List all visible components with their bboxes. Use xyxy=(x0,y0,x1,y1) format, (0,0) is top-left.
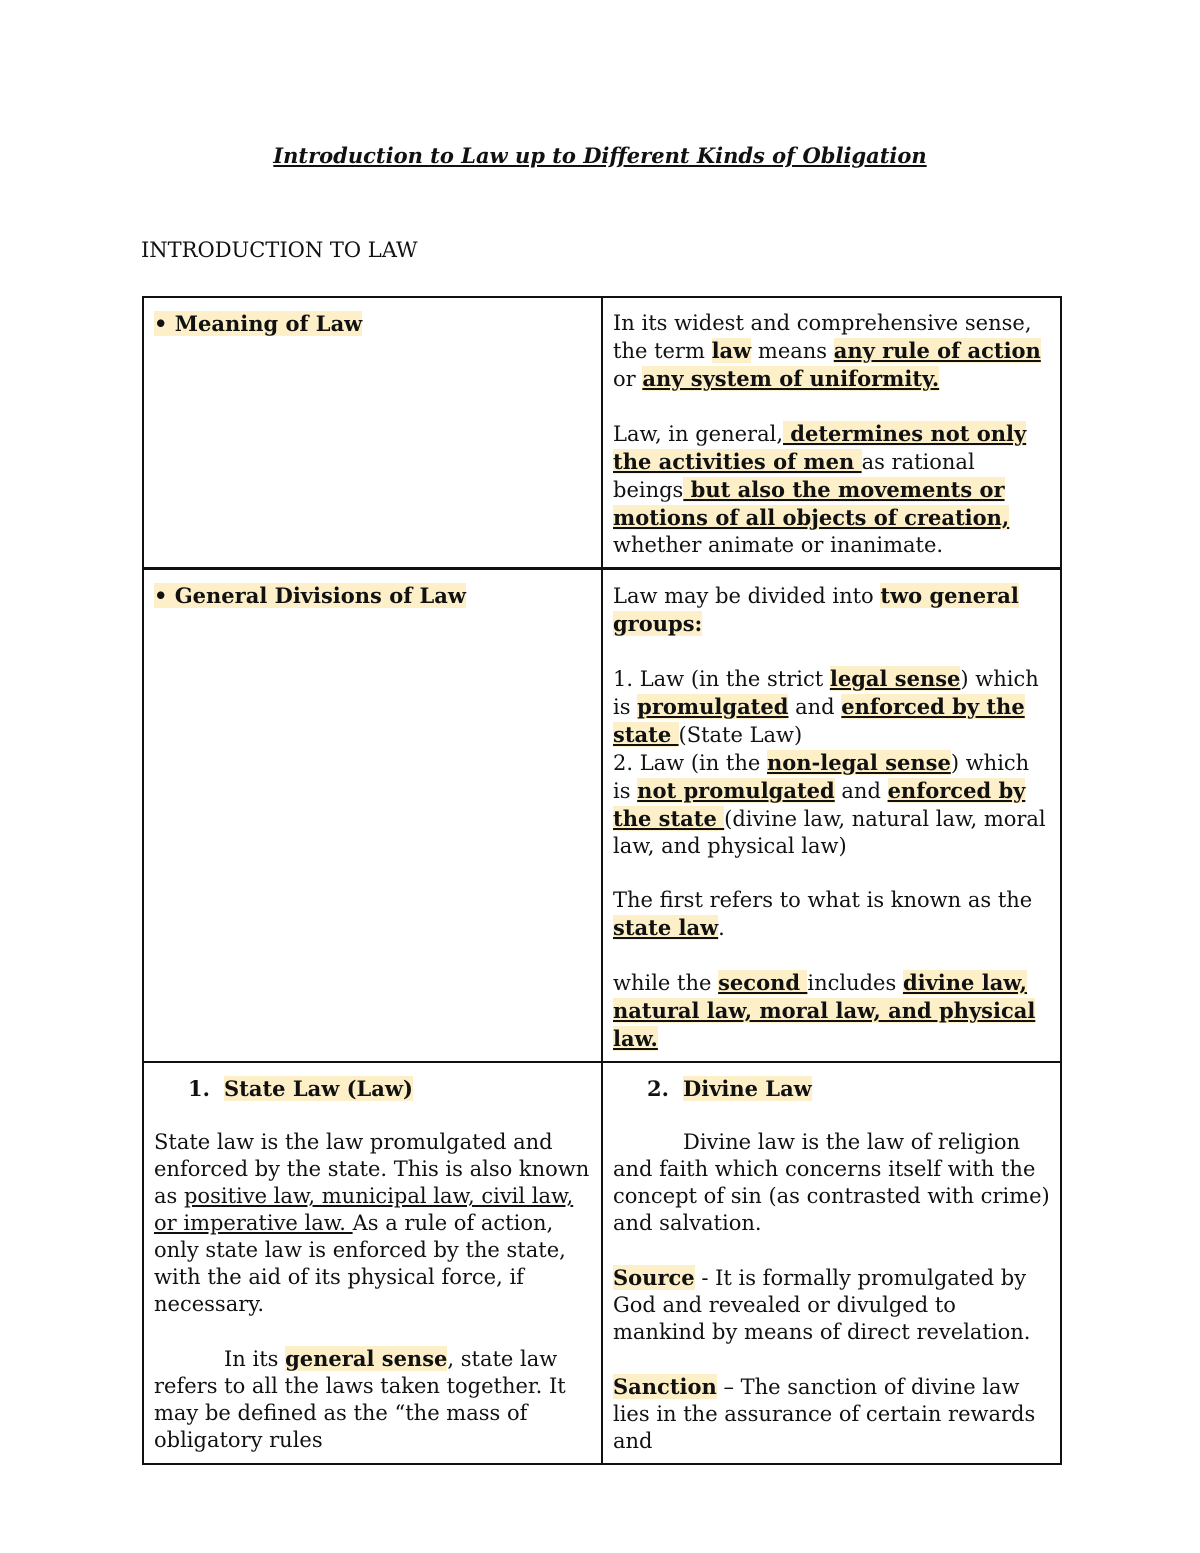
state-law-number: 1. xyxy=(188,1076,210,1101)
divisions-content-cell xyxy=(602,569,1061,1062)
text: (divine law, natural law, moral law, and physical law) xyxy=(613,807,1046,858)
text: 1. Law (in the strict xyxy=(613,667,830,691)
state-law-paragraph-2 xyxy=(154,1345,591,1454)
text: and xyxy=(788,695,842,719)
text: , state law refers to all the laws taken together. It may be defined as the “the mass of obligatory rules xyxy=(154,1347,566,1452)
divine-law-source xyxy=(613,1264,1050,1346)
first-refers xyxy=(613,887,1050,942)
text: State law is the law promulgated and enforced by the state. This is also known as xyxy=(154,1130,590,1208)
meaning-content-cell xyxy=(602,297,1061,568)
document-title: Introduction to Law up to Different Kinds of Obligation xyxy=(273,143,927,168)
divine-law-title: Divine Law xyxy=(683,1076,812,1101)
text: includes xyxy=(807,971,903,995)
text: and xyxy=(834,779,888,803)
text: ) which is xyxy=(613,667,1039,719)
meaning-paragraph-1 xyxy=(613,310,1050,393)
text: The first refers to what is known as the xyxy=(613,888,1033,912)
second-term: second xyxy=(718,970,808,995)
two-general-groups: two general groups: xyxy=(613,583,1019,636)
divisions-label-cell xyxy=(143,569,602,1062)
text: As a rule of action, only state law is enforced by the state, with the aid of its physical force, if necessary. xyxy=(154,1211,566,1316)
general-sense: general sense xyxy=(285,1346,448,1371)
division-item-2 xyxy=(613,749,1050,860)
divine-law-sanction xyxy=(613,1373,1050,1455)
non-legal-sense: non-legal sense xyxy=(767,750,951,775)
state-law-title: State Law (Law) xyxy=(224,1076,413,1101)
text: means xyxy=(751,339,834,363)
text: In its widest and comprehensive sense, the term xyxy=(613,311,1032,363)
second-includes xyxy=(613,969,1050,1053)
meaning-paragraph-2 xyxy=(613,420,1050,559)
enforced-by-state-2: enforced by the state xyxy=(613,778,1026,831)
division-item-1 xyxy=(613,665,1050,749)
text: 2. Law (in the xyxy=(613,751,768,775)
text: whether animate or inanimate. xyxy=(613,533,944,557)
divisions-intro xyxy=(613,582,1050,638)
text: or xyxy=(613,367,643,391)
text: . xyxy=(718,916,725,940)
divisions-table xyxy=(142,568,1062,1465)
state-law-paragraph-1 xyxy=(154,1129,591,1318)
term-law: law xyxy=(711,338,752,363)
divine-law-paragraph-1: Divine law is the law of religion and faith which concerns itself with the concept of sin (as contrasted with crime) and salvation. xyxy=(613,1130,1050,1235)
text: – The sanction of divine law lies in the assurance of certain rewards and xyxy=(613,1375,1036,1453)
meaning-label: • Meaning of Law xyxy=(154,311,363,336)
divisions-label: • General Divisions of Law xyxy=(154,583,466,608)
divine-law-list: divine law, natural law, moral law, and physical law. xyxy=(613,970,1036,1051)
text: (State Law) xyxy=(678,723,803,747)
determines-phrase: determines not only the activities of men xyxy=(613,421,1027,474)
text: ) which is xyxy=(613,751,1030,803)
text: as rational beings xyxy=(613,450,975,502)
text: Law, in general, xyxy=(613,422,783,446)
source-label: Source xyxy=(613,1265,695,1290)
text: In its xyxy=(224,1347,286,1371)
meaning-table xyxy=(142,296,1062,569)
divine-law-number: 2. xyxy=(647,1076,669,1101)
divine-law-heading xyxy=(613,1075,1050,1102)
text: Law may be divided into xyxy=(613,584,881,608)
state-law-heading xyxy=(154,1075,591,1102)
text: while the xyxy=(613,971,719,995)
rule-of-action: any rule of action xyxy=(833,338,1041,363)
not-promulgated: not promulgated xyxy=(637,778,835,803)
system-of-uniformity: any system of uniformity. xyxy=(642,366,940,391)
divine-law-cell xyxy=(602,1062,1061,1464)
sanction-label: Sanction xyxy=(613,1374,717,1399)
section-heading: INTRODUCTION TO LAW xyxy=(141,238,418,262)
enforced-by-state: enforced by the state xyxy=(613,694,1025,747)
meaning-label-cell xyxy=(143,297,602,568)
but-also-phrase: but also the movements or motions of all objects of creation, xyxy=(613,477,1010,530)
positive-law-list: positive law, municipal law, civil law, or imperative law. xyxy=(154,1184,574,1235)
legal-sense: legal sense xyxy=(829,666,961,691)
promulgated: promulgated xyxy=(637,694,789,719)
state-law-term: state law xyxy=(613,915,719,940)
state-law-cell xyxy=(143,1062,602,1464)
text: - It is formally promulgated by God and revealed or divulged to mankind by means of direct revelation. xyxy=(613,1266,1031,1344)
